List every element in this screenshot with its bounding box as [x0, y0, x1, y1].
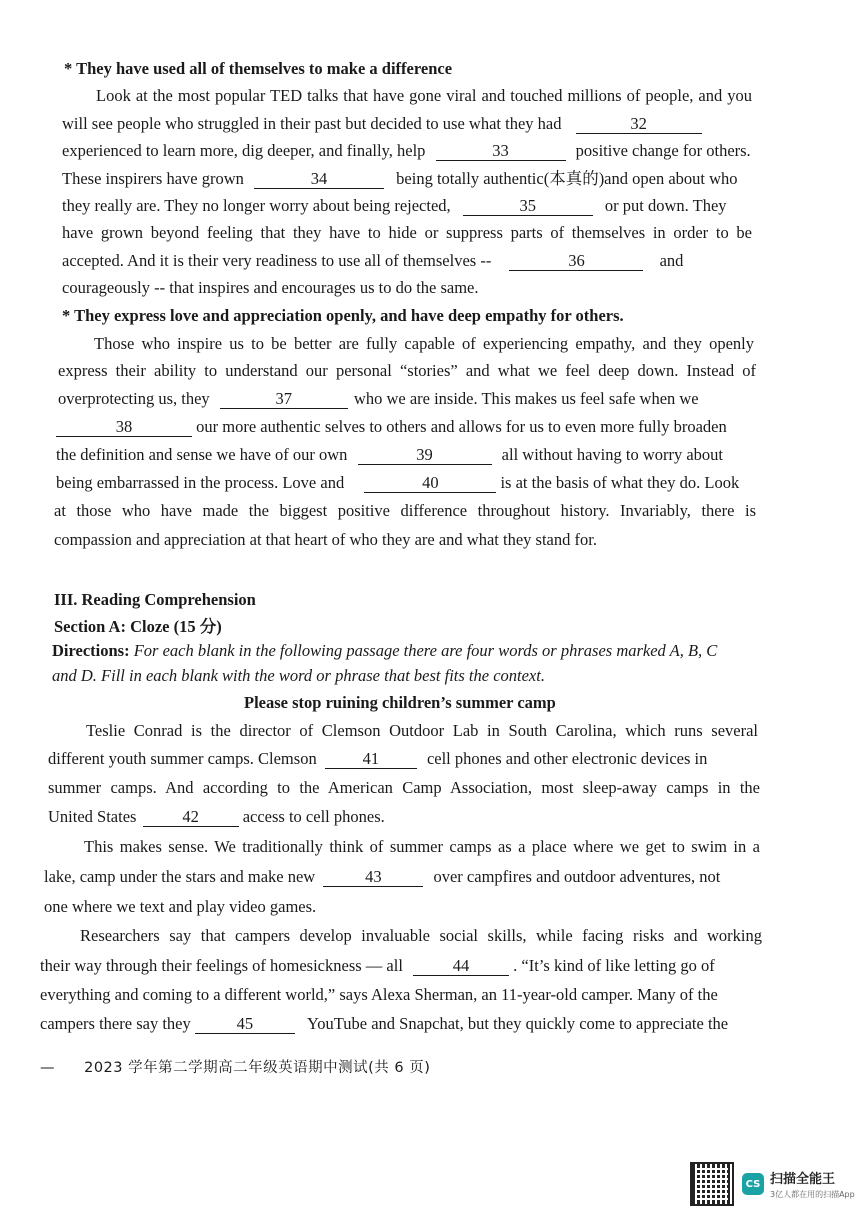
part-title: III. Reading Comprehension — [54, 590, 256, 609]
section-heading-2: * They express love and appreciation openly, and have deep empathy for others. — [62, 306, 624, 325]
section-title: Section A: Cloze (15 分) — [54, 617, 222, 636]
camscanner-logo-icon: CS — [742, 1173, 764, 1195]
blank-38: 38 — [56, 418, 192, 437]
line-text: is at the basis of what they do. Look — [500, 473, 740, 492]
paragraph-line: summer camps. And according to the American Camp Association, most sleep-away camps in the — [48, 778, 760, 797]
blank-45: 45 — [195, 1015, 295, 1034]
line-text: lake, camp under the stars and make new — [44, 867, 316, 886]
directions-text: For each blank in the following passage there are four words or phrases marked A, B, C — [133, 641, 718, 660]
blank-41: 41 — [325, 750, 417, 769]
paragraph-line — [56, 444, 723, 466]
paragraph-line: This makes sense. We traditionally think of summer camps as a place where we get to swim in a — [84, 837, 760, 856]
paragraph-line: one where we text and play video games. — [44, 897, 317, 916]
paragraph-line — [62, 250, 683, 272]
paragraph-line — [44, 866, 720, 888]
line-text: different youth summer camps. Clemson — [48, 749, 317, 768]
blank-36: 36 — [509, 252, 643, 271]
paragraph-line — [62, 168, 738, 190]
paragraph-line: courageously -- that inspires and encourages us to do the same. — [62, 278, 479, 297]
paragraph-line: Researchers say that campers develop invaluable social skills, while facing risks and working — [80, 926, 762, 945]
line-text: or put down. They — [604, 196, 727, 215]
paragraph-line — [40, 1013, 728, 1035]
line-text: our more authentic selves to others and allows for us to even more fully broaden — [196, 417, 727, 436]
paragraph-line — [56, 472, 739, 494]
blank-35: 35 — [463, 197, 593, 216]
line-text: will see people who struggled in their past but decided to use what they had — [62, 114, 562, 133]
blank-40: 40 — [364, 474, 496, 493]
scanner-text — [770, 1168, 855, 1200]
footer-dash: — — [40, 1060, 55, 1076]
scanner-subtitle: 3亿人都在用的扫描App — [770, 1190, 855, 1199]
paragraph-line: Look at the most popular TED talks that have gone viral and touched millions of people, and you — [96, 86, 752, 105]
directions-label: Directions: — [52, 641, 130, 660]
blank-39: 39 — [358, 446, 492, 465]
line-text: who we are inside. This makes us feel safe when we — [353, 389, 699, 408]
line-text: over campfires and outdoor adventures, not — [433, 867, 721, 886]
blank-37: 37 — [220, 390, 348, 409]
line-text: the definition and sense we have of our own — [56, 445, 348, 464]
blank-44: 44 — [413, 957, 509, 976]
paragraph-line — [58, 388, 699, 410]
qr-code-icon — [690, 1162, 734, 1206]
line-text: campers there say they — [40, 1014, 191, 1033]
paragraph-line — [48, 748, 707, 770]
line-text: all without having to worry about — [501, 445, 724, 464]
paragraph-line: Those who inspire us to be better are fully capable of experiencing empathy, and they openly — [94, 334, 754, 353]
scanner-watermark — [690, 1162, 855, 1206]
line-text: positive change for others. — [575, 141, 751, 160]
line-text: and — [659, 251, 684, 270]
paragraph-line: express their ability to understand our personal “stories” and what we feel deep down. Instead of — [58, 361, 756, 380]
section-heading-1: * They have used all of themselves to make a difference — [64, 59, 453, 78]
paragraph-line: have grown beyond feeling that they have to hide or suppress parts of themselves in order to be — [62, 223, 752, 242]
line-text: cell phones and other electronic devices in — [426, 749, 708, 768]
line-text: overprotecting us, they — [58, 389, 210, 408]
line-text: United States — [48, 807, 137, 826]
paragraph-line: at those who have made the biggest positive difference throughout history. Invariably, there is — [54, 501, 756, 520]
blank-33: 33 — [436, 142, 566, 161]
paragraph-line: Teslie Conrad is the director of Clemson Outdoor Lab in South Carolina, which runs several — [86, 721, 758, 740]
paragraph-line — [48, 806, 385, 828]
paragraph-line — [62, 195, 727, 217]
footer-text: 2023 学年第二学期高二年级英语期中测试(共 6 页) — [84, 1060, 431, 1076]
directions-line — [52, 640, 717, 662]
paragraph-line: compassion and appreciation at that heart of who they are and what they stand for. — [54, 530, 597, 549]
line-text: accepted. And it is their very readiness to use all of themselves -- — [62, 251, 492, 270]
blank-42: 42 — [143, 808, 239, 827]
line-text: experienced to learn more, dig deeper, and finally, help — [62, 141, 426, 160]
directions-line: and D. Fill in each blank with the word or phrase that best fits the context. — [52, 666, 545, 685]
scanner-title: 扫描全能王 — [770, 1172, 836, 1187]
line-text: YouTube and Snapchat, but they quickly come to appreciate the — [306, 1014, 729, 1033]
blank-34: 34 — [254, 170, 384, 189]
paragraph-line — [56, 416, 727, 438]
blank-32: 32 — [576, 115, 702, 134]
paragraph-line — [62, 140, 751, 162]
line-text: they really are. They no longer worry about being rejected, — [62, 196, 451, 215]
paragraph-line: everything and coming to a different world,” says Alexa Sherman, an 11-year-old camper. Many of the — [40, 985, 718, 1004]
blank-43: 43 — [323, 868, 423, 887]
line-text: . “It’s kind of like letting go of — [513, 956, 715, 975]
paragraph-line — [40, 955, 715, 977]
line-text: These inspirers have grown — [62, 169, 244, 188]
line-text: their way through their feelings of homesickness — all — [40, 956, 403, 975]
line-text: being totally authentic(本真的)and open about who — [396, 169, 738, 188]
passage-title: Please stop ruining children’s summer camp — [244, 693, 556, 712]
line-text: access to cell phones. — [242, 807, 385, 826]
page-footer — [40, 1056, 430, 1077]
line-text: being embarrassed in the process. Love and — [56, 473, 345, 492]
paragraph-line — [62, 113, 702, 135]
